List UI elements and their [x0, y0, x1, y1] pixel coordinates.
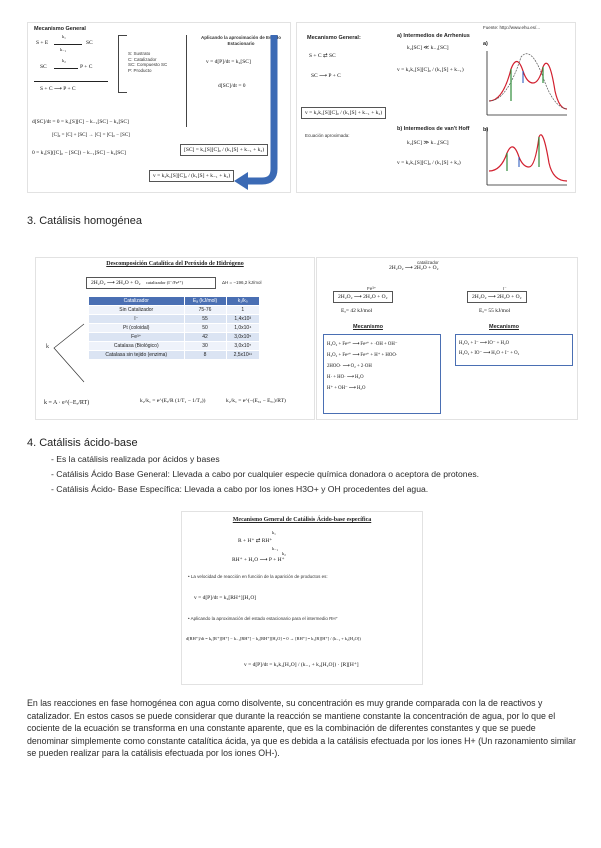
fig5-step2: RH⁺ + H₂O ⟶ P + H⁺: [232, 557, 285, 563]
fig2-step1: S + C ⇄ SC: [309, 53, 336, 59]
fig5-note2: • Aplicando la aproximación del estado estacionario para el intermedio RH⁺: [188, 616, 339, 621]
table-cell: 3,0x10⁷: [226, 342, 259, 351]
fig4-right-cat: I⁻: [503, 286, 507, 291]
table-cell: Fe³⁺: [89, 333, 185, 342]
table-row: [89, 306, 260, 315]
fig1-arrow: [54, 68, 78, 69]
energy-profile-b: [481, 123, 569, 189]
fig4-catalyst: catalizador: [417, 260, 439, 265]
fig2-step2: SC ⟶ P + C: [311, 73, 341, 79]
fig3-ratio1: k₂/k₁ = e^(Eₐ/R (1/T₁ − 1/T₂)): [140, 398, 206, 404]
fig1-note: P: Producto: [128, 67, 152, 73]
fig3-reaction: 2H₂O₂ ⟶ 2H₂O + O₂: [91, 280, 141, 286]
fig1-rate-eq: v = d[P]/dt = k₂[SC]: [206, 59, 251, 65]
figure-mechanism-derivation: [27, 22, 291, 193]
mechanism-step: H⁺ + OH⁻ ⟶ H₂O: [327, 386, 366, 391]
vanthoff-condition: k₂[SC] ≫ k₋₁[SC]: [407, 140, 449, 146]
fig4-right-mechanism-box: [455, 334, 573, 366]
fig3-thermo: ΔH = −196,2 kJ/mol: [222, 280, 262, 285]
energy-profile-a: [481, 47, 569, 119]
fig4-ea-right: Eₐ= 55 kJ/mol: [479, 308, 511, 314]
fig4-mech-title-right: Mecanismo: [489, 324, 519, 330]
fig1-note: SC: Compuesto SC: [128, 62, 168, 67]
fig1-final-eq: v = k₂k₁[S][C]₀ / (k₁[S] + k₋₁ + k₂): [149, 170, 234, 182]
mechanism-step: H₂O₂ + I⁻ ⟶ IO⁻ + H₂O: [459, 341, 510, 346]
fig3-title: Descomposición Catalítica del Peróxido de Hidrógeno: [106, 261, 244, 267]
fig1-overall: S + C ⟶ P + C: [40, 86, 76, 92]
fig1-brace: [118, 35, 127, 93]
table-row: [89, 333, 260, 342]
fig5-step2-k2: k₂: [282, 551, 286, 556]
fig1-step1-km1: k₋₁: [60, 47, 67, 52]
fig4-left-reaction: 2H₂O₂ ⟶ 2H₂O + O₂: [333, 291, 393, 303]
fig1-sub-eq: 0 = k₁[S]([C]₀ − [SC]) − k₋₁[SC] − k₂[SC]: [32, 150, 126, 156]
table-cell: 42: [184, 333, 226, 342]
fig5-step1-km1: k₋₁: [272, 546, 279, 551]
table-header: Catalizador: [89, 297, 185, 306]
fig1-approx-title: Aplicando la aproximación de Estado Estacionario: [200, 35, 282, 46]
fig4-left-cat: Fe³⁺: [367, 286, 377, 291]
fig3-reaction-box: [86, 277, 216, 289]
bullet-item: - Catálisis Ácido- Base Específica: Llevada a cabo por los iones H3O+ y OH procedentes del agua.: [51, 484, 429, 494]
fig1-step2-left: SC: [40, 64, 47, 70]
table-cell: 30: [184, 342, 226, 351]
vanthoff-title: b) Intermedios de van't Hoff: [397, 126, 470, 132]
fig2-title: Mecanismo General:: [307, 35, 361, 41]
fig1-divider: [34, 81, 108, 82]
fig4-left-mechanism: [327, 339, 437, 394]
figure-peroxide-table: [35, 257, 315, 420]
fig3-side-arrows: [44, 318, 88, 388]
table-cell: 2,5x10¹¹: [226, 351, 259, 360]
table-cell: 1: [226, 306, 259, 315]
bullet-item: - Es la catálisis realizada por ácidos y bases: [51, 454, 220, 464]
table-cell: Sin Catalizador: [89, 306, 185, 315]
fig1-bracket: [186, 35, 193, 127]
section-3-title: 3. Catálisis homogénea: [27, 215, 142, 227]
figure-intermediates: [296, 22, 576, 193]
table-cell: 50: [184, 324, 226, 333]
table-cell: Catalasa (Biológico): [89, 342, 185, 351]
fig5-final: v = d[P]/dt = k₂k₁[H₂O] / (k₋₁ + k₂[H₂O]) · [R][H⁺]: [244, 662, 359, 668]
fig3-catalyst-label: catalizador (I⁻/Fe³⁺): [145, 280, 184, 285]
fig1-step1-left: S + E: [36, 40, 49, 46]
table-header: k₁/k₀: [226, 297, 259, 306]
fig1-equilibrium-arrow: [54, 44, 82, 45]
fig2-rate-eq: v = k₂k₁[S][C]₀ / (k₁[S] + k₋₁ + k₂): [301, 107, 386, 119]
fig5-title: Mecanismo General de Catálisis Ácido-base específica: [232, 517, 372, 523]
fig1-step1-right: SC: [86, 40, 93, 46]
table-cell: Pt (coloidal): [89, 324, 185, 333]
table-header: Eₐ (kJ/mol): [184, 297, 226, 306]
fig5-step1: R + H⁺ ⇄ RH⁺: [238, 538, 273, 544]
mechanism-step: H· + HO· ⟶ H₂O: [327, 375, 364, 380]
fig5-step1-k1: k₁: [272, 530, 276, 535]
table-row: [89, 342, 260, 351]
fig1-dsc-eq: d[SC]/dt = 0 = k₁[S][C] − k₋₁[SC] − k₂[SC]: [32, 119, 129, 125]
table-cell: 75-76: [184, 306, 226, 315]
graph-b-label: b): [483, 127, 489, 133]
fig4-reaction: [389, 265, 439, 271]
figure-mechanisms-comparison: [316, 257, 578, 420]
fig2-note: Ecuación aproximada:: [305, 133, 350, 138]
fig4-right-reaction: 2H₂O₂ ⟶ 2H₂O + O₂: [467, 291, 527, 303]
vanthoff-eq: v = k₂k₁[S][C]₀ / (k₁[S] + k₂): [397, 160, 461, 166]
arrhenius-condition: k₂[SC] ≪ k₋₁[SC]: [407, 45, 449, 51]
fig5-steady-state: d[RH⁺]/dt = k₁[R⁺][H⁺] − k₋₁[RH⁺] − k₂[RH⁺][H₂O] = 0 → [RH⁺] = k₁[R][H⁺] / (k₋₁ + k₂[H₂O]): [186, 636, 361, 641]
fig5-rate: v = d[P]/dt = k₂[RH⁺][H₂O]: [194, 595, 257, 601]
table-row: [89, 324, 260, 333]
table-cell: Catalasa sin tejido (enzima): [89, 351, 185, 360]
table-row: [89, 315, 260, 324]
mechanism-step: H₂O₂ + Fe²⁺ ⟶ Fe³⁺ + H⁺ + HOO·: [327, 353, 398, 358]
mechanism-step: H₂O₂ + IO⁻ ⟶ H₂O + I⁻ + O₂: [459, 351, 520, 356]
table-cell: 1,4x10³: [226, 315, 259, 324]
graph-a-label: a): [483, 41, 488, 47]
fig2-source: Fuente: http://www.ehu.es/...: [483, 25, 541, 30]
arrhenius-eq: v = k₂k₁[S][C]₀ / (k₁[S] + k₋₁): [397, 67, 464, 73]
fig1-notes: [128, 51, 186, 73]
fig4-left-mechanism-box: [323, 334, 441, 414]
table-cell: 3,0x10⁵: [226, 333, 259, 342]
fig5-note1: • La velocidad de reacción en función de la aparición de productos es:: [188, 574, 328, 579]
table-row: [89, 351, 260, 360]
arrhenius-title: a) Intermedios de Arrhenius: [397, 33, 470, 39]
svg-text:k: k: [46, 344, 49, 350]
table-cell: I⁻: [89, 315, 185, 324]
table-cell: 1,0x10⁴: [226, 324, 259, 333]
fig1-title: Mecanismo General: [34, 26, 86, 32]
catalyst-table: [88, 296, 260, 360]
table-cell: 8: [184, 351, 226, 360]
figure-acid-base-mechanism: [181, 511, 423, 685]
body-paragraph: En las reacciones en fase homogénea con agua como disolvente, su concentración es muy grande comparada con la de reactivos y catalizador. En estos casos se puede considerar que durante la reacción se mantiene constante la concentración de agua, por lo que el cociente de la ecuación se transforma en una constante aparente, que es la combinación de diferentes constantes y que se puede denominar simplemente como constante catalítica ácida, ya que es debida a la catálisis efectuada por los iones H+ (Un razonamiento similar se pueden realizar para la catálisis efectuada por los iones OH-).: [27, 698, 576, 759]
fig1-mass-balance: [C]₀ = [C] + [SC] → [C] = [C]₀ − [SC]: [52, 133, 130, 138]
fig3-arrhenius: k = A · e^(−Eₐ/RT): [44, 400, 90, 406]
fig4-mech-title-left: Mecanismo: [353, 324, 383, 330]
fig1-ss-eq: d[SC]/dt = 0: [218, 83, 246, 89]
fig1-step2-k2: k₂: [62, 58, 66, 63]
fig1-blue-arrow: [226, 33, 290, 193]
mechanism-step: 2HOO· ⟶ O₂ + 2·OH: [327, 364, 372, 369]
section-4-title: 4. Catálisis ácido-base: [27, 437, 138, 449]
table-header-row: [89, 297, 260, 306]
fig3-ratio2: k₂/k₁ = e^(−(Eₐ₂ − Eₐ₁)/RT): [226, 398, 286, 404]
table-cell: 55: [184, 315, 226, 324]
fig1-note: S: Sustrato: [128, 51, 151, 56]
mechanism-step: H₂O₂ + Fe³⁺ ⟶ Fe²⁺ + ·OH + OH⁻: [327, 342, 398, 347]
bullet-item: - Catálisis Ácido Base General: Llevada a cabo por cualquier especie química donadora o aceptora de protones.: [51, 469, 480, 479]
fig4-ea-left: Eₐ= 42 kJ/mol: [341, 308, 373, 314]
fig1-note: C: Catalizador: [128, 56, 157, 62]
fig4-right-mechanism: [459, 339, 569, 359]
fig1-step1-k1: k₁: [62, 34, 66, 39]
fig4-reaction-text: 2H₂O₂ ⟶ 2H₂O + O₂: [389, 265, 439, 271]
fig1-step2-right: P + C: [80, 64, 93, 70]
fig1-sc-eq: [SC] = k₁[S][C]₀ / (k₁[S] + k₋₁ + k₂): [180, 144, 268, 156]
